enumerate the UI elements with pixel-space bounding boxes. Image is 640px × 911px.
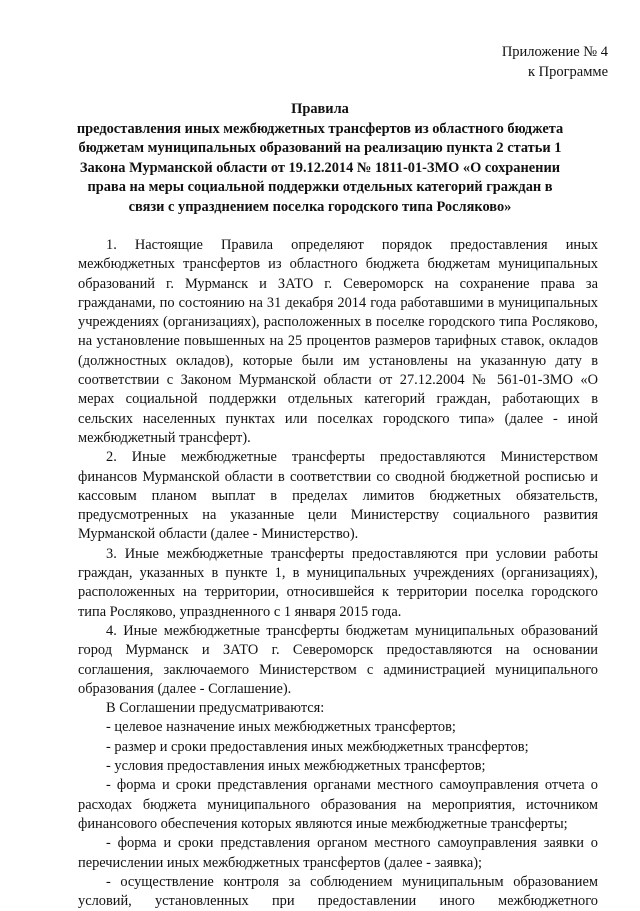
document-body [78, 236, 598, 911]
list-item: - форма и сроки представления органом местного самоуправления заявки о перечислении иных межбюджетных трансфертов (далее - заявка); [78, 835, 598, 871]
appendix-reference [502, 42, 608, 82]
title-line: права на меры социальной поддержки отдельных категорий граждан в [87, 179, 553, 195]
paragraph-agreement-intro: В Соглашении предусматриваются: [106, 700, 325, 717]
title-line: Закона Мурманской области от 19.12.2014 № 1811-01-ЗМО «О сохранении [79, 159, 561, 176]
list-item: - условия предоставления иных межбюджетных трансфертов; [106, 758, 486, 775]
title-line: предоставления иных межбюджетных трансфертов из областного бюджета [76, 120, 564, 137]
appendix-number: Приложение № 4 [501, 44, 608, 60]
paragraph-4: 4. Иные межбюджетные трансферты бюджетам муниципальных образований город Мурманск и ЗАТО г. Североморск предоставляются на основании соглашения, заключаемого Министерством с администрацией муниципального образования (далее - Соглашение). [78, 622, 598, 697]
paragraph-2: 2. Иные межбюджетные трансферты предоставляются Министерством финансов Мурманской области в соответствии со сводной бюджетной росписью и кассовым планом выплат в пределах лимитов бюджетных обязательств, предусмотренных на указанные цели Министерству социального развития Мурманской области (далее - Министерство). [78, 449, 598, 543]
title-line: связи с упразднением поселка городского типа Росляково» [128, 198, 512, 215]
list-item: - форма и сроки представления органами местного самоуправления отчета о расходах бюджета муниципального образования на мероприятия, источником финансового обеспечения которых являются иные межбюджетные трансферты; [78, 777, 598, 832]
paragraph-3: 3. Иные межбюджетные трансферты предоставляются при условии работы граждан, указанных в пункте 1, в муниципальных учреждениях (организациях), расположенных на территории, относившейся к территории поселка городского типа Росляково, упраздненного с 1 января 2015 года. [78, 545, 598, 620]
list-item: - осуществление контроля за соблюдением муниципальным образованием условий, установленных при предоставлении иного межбюджетного [78, 873, 598, 910]
title-line: бюджетам муниципальных образований на реализацию пункта 2 статьи 1 [78, 140, 562, 156]
document-title [40, 100, 600, 217]
paragraph-1: 1. Настоящие Правила определяют порядок предоставления иных межбюджетных трансфертов из областного бюджета бюджетам муниципальных образований г. Мурманск и ЗАТО г. Североморск на сохранение права за гражданами, по состоянию на 31 декабря 2014 года работавшими в муниципальных учреждениях (организациях), расположенных в поселке городского типа Росляково, на установление повышенных на 25 процентов размеров тарифных ставок, окладов (должностных окладов), которые были им установлены на указанную дату в соответствии с Законом Мурманской области от 27.12.2004 № 561-01-ЗМО «О мерах социальной поддержки отдельных категорий граждан, работающих в сельских населенных пунктах или поселках городского типа» (далее - иной межбюджетный трансферт). [78, 237, 598, 446]
appendix-program: к Программе [527, 64, 608, 80]
list-item: - целевое назначение иных межбюджетных трансфертов; [106, 719, 456, 736]
title-heading: Правила [291, 101, 349, 117]
list-item: - размер и сроки предоставления иных межбюджетных трансфертов; [106, 738, 529, 755]
